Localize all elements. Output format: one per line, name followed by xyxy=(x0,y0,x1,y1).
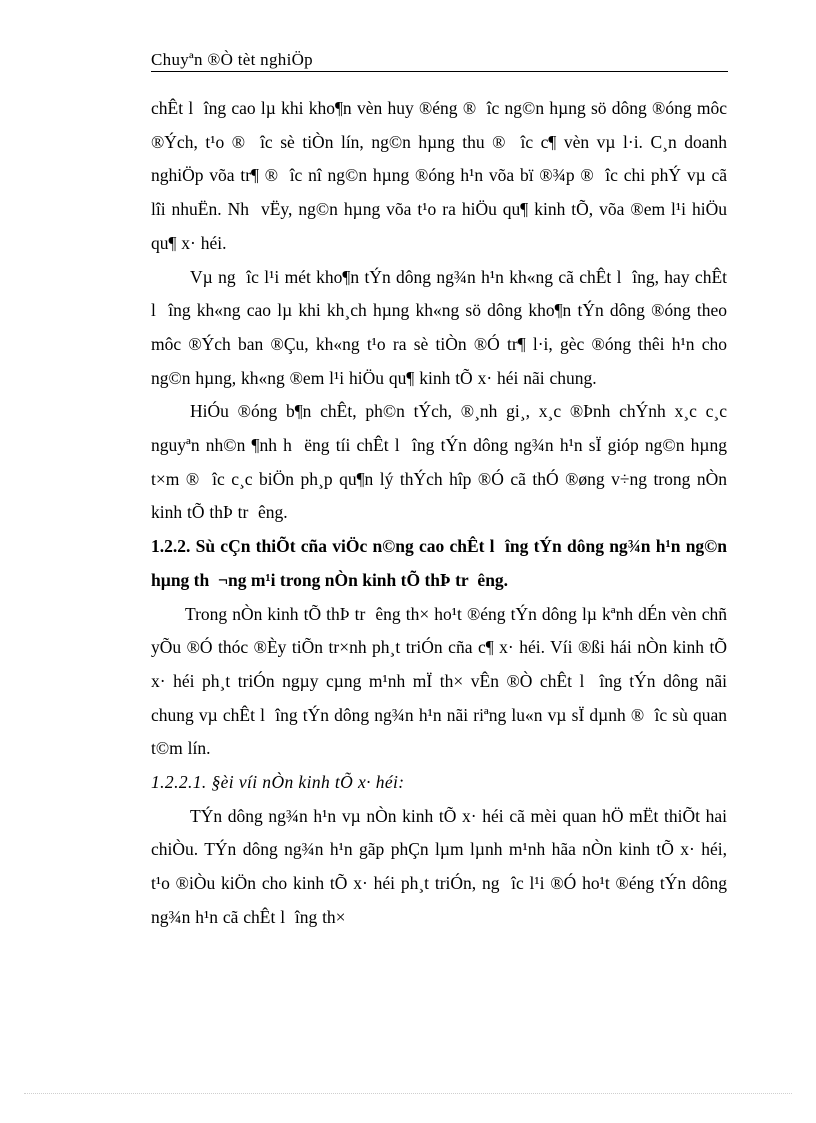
subsection-heading-1-2-2-1: 1.2.2.1. §èi víi nÒn kinh tÕ x· héi: xyxy=(151,772,405,793)
page-header-title: Chuyªn ®Ò tèt nghiÖp xyxy=(151,50,313,69)
paragraph-3: HiÓu ®óng b¶n chÊt, ph©n tÝch, ®¸nh gi¸, x¸c ®Þnh chÝnh x¸c c¸c nguyªn nh©n ¶nh h ëng tíi chÊt l îng tÝn dông ng¾n h¹n sÏ gióp ng©n hµng t×m ® îc c¸c biÖn ph¸p qu¶n lý thÝch hîp ®Ó cã thÓ ®øng v÷ng trong nÒn kinh tÕ thÞ tr êng. xyxy=(151,401,727,523)
paragraph-1: chÊt l îng cao lµ khi kho¶n vèn huy ®éng ® îc ng©n hµng sö dông ®óng môc ®Ých, t¹o ® îc sè tiÒn lín, ng©n hµng thu ® îc c¶ vèn vµ l·i. C¸n doanh nghiÖp võa tr¶ ® îc nî ng©n hµng ®óng h¹n võa bï ®¾p ® îc chi phÝ vµ cã lîi nhuËn. Nh vËy, ng©n hµng võa t¹o ra hiÖu qu¶ kinh tÕ, võa ®em l¹i hiÖu qu¶ x· héi. xyxy=(151,98,727,253)
paragraph-5: TÝn dông ng¾n h¹n vµ nÒn kinh tÕ x· héi cã mèi quan hÖ mËt thiÕt hai chiÒu. TÝn dông ng¾n h¹n gãp phÇn lµm lµnh m¹nh hãa nÒn kinh tÕ x· héi, t¹o ®iÒu kiÖn cho kinh tÕ x· héi ph¸t triÓn, ng îc l¹i ®Ó ho¹t ®éng tÝn dông ng¾n h¹n cã chÊt l îng th× xyxy=(151,805,727,927)
paragraph-4: Trong nÒn kinh tÕ thÞ tr êng th× ho¹t ®éng tÝn dông lµ kªnh dÉn vèn chñ yÕu ®Ó thóc ®Èy tiÕn tr×nh ph¸t triÓn cña c¶ x· héi. Víi ®ßi hái nÒn kinh tÕ x· héi ph¸t triÓn ngµy cµng m¹nh mÏ th× vÊn ®Ò chÊt l îng tÝn dông nãi chung vµ chÊt l îng tÝn dông ng¾n h¹n nãi riªng lu«n vµ sÏ dµnh ® îc sù quan t©m lín. xyxy=(151,603,727,759)
paragraph-2: Vµ ng îc l¹i mét kho¶n tÝn dông ng¾n h¹n kh«ng cã chÊt l îng, hay chÊt l îng kh«ng cao lµ khi kh¸ch hµng kh«ng sö dông kho¶n tÝn dông ®óng theo môc ®Ých ban ®Çu, kh«ng t¹o ra sè tiÒn ®Ó tr¶ l·i, gèc ®óng thêi h¹n cho ng©n hµng, kh«ng ®em l¹i hiÖu qu¶ kinh tÕ x· héi nãi chung. xyxy=(151,266,727,388)
page-bottom-divider xyxy=(24,1093,792,1094)
document-body xyxy=(151,92,727,935)
section-heading-1-2-2: 1.2.2. Sù cÇn thiÕt cña viÖc n©ng cao chÊt l îng tÝn dông ng¾n h¹n ng©n hµng th ¬ng m¹i trong nÒn kinh tÕ thÞ tr êng. xyxy=(151,536,727,590)
header-divider xyxy=(151,71,728,72)
